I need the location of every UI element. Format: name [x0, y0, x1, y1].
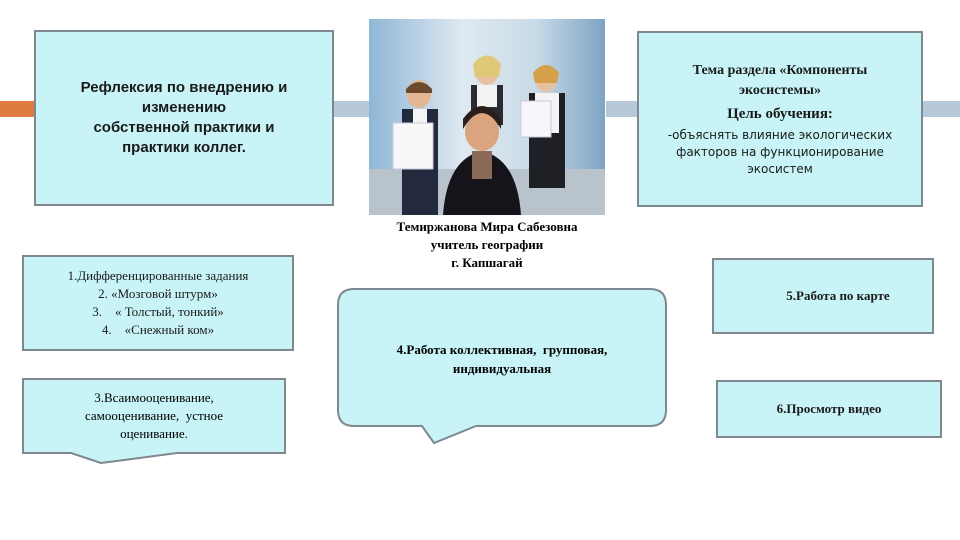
video-label: 6.Просмотр видео: [776, 401, 882, 416]
teacher-photo: [369, 19, 605, 215]
caption-city: г. Капшагай: [451, 255, 523, 270]
group-work-line-2: индивидуальная: [452, 361, 552, 376]
method-3: 3. « Толстый, тонкий»: [92, 304, 224, 319]
photo-illustration: [369, 19, 605, 215]
reflection-line-2: изменению: [141, 99, 227, 116]
map-work-label: 5.Работа по карте: [786, 288, 890, 303]
assessment-line-1: 3.Всаимооценивание,: [94, 390, 214, 405]
video-box: [716, 380, 942, 438]
photo-caption: [356, 218, 618, 272]
goal-line-1: -объяснять влияние экологических: [667, 127, 893, 142]
method-2: 2. «Мозговой штурм»: [98, 286, 218, 301]
decor-orange-bar: [0, 101, 36, 117]
reflection-box: [34, 30, 334, 206]
goal-line-2: факторов на функционирование: [676, 144, 884, 159]
assessment-line-2: самооценивание, устное: [84, 408, 224, 423]
topic-title-line-2: экосистемы»: [739, 82, 821, 98]
decor-blue-bar-right: [921, 101, 960, 117]
reflection-line-3: собственной практики и: [93, 119, 275, 136]
caption-name: Темиржанова Мира Сабезовна: [396, 219, 578, 234]
decor-blue-bar-left: [332, 101, 370, 117]
methods-box: [22, 255, 294, 351]
reflection-line-4: практики коллег.: [122, 139, 246, 156]
goal-line-3: экосистем: [747, 161, 813, 176]
map-work-box: [712, 258, 934, 334]
assessment-line-3: оценивание.: [120, 426, 188, 441]
decor-blue-bar-mid: [606, 101, 638, 117]
group-work-line-1: 4.Работа коллективная, групповая,: [396, 342, 608, 357]
caption-role: учитель географии: [430, 237, 544, 252]
topic-title-line-1: Тема раздела «Компоненты: [692, 62, 868, 78]
goal-label: Цель обучения:: [727, 105, 833, 122]
assessment-text: [28, 384, 280, 448]
group-work-text: [346, 340, 658, 378]
method-1: 1.Дифференцированные задания: [67, 268, 249, 283]
method-4: 4. «Снежный ком»: [101, 322, 215, 337]
topic-box: [637, 31, 923, 207]
reflection-line-1: Рефлексия по внедрению и: [80, 79, 288, 96]
